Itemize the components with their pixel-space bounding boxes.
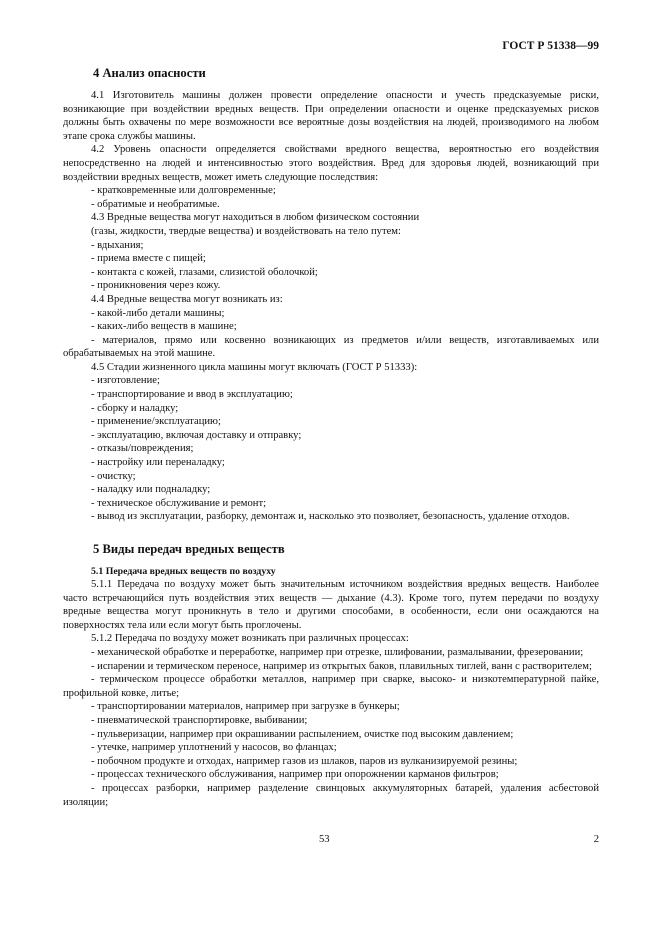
list-item: - отказы/повреждения; [91,443,194,455]
section-4-title: 4 Анализ опасности [93,66,206,80]
list-item: - материалов, прямо или косвенно возникающих из предметов и/или веществ, изготавливаемых или обрабатываемых на этой машине. [63,334,599,360]
list-item: - термическом процессе обработки металлов, например при сварке, высоко- и низкотемпературной пайке, профильной ковке, литье; [63,674,599,699]
list-item: - вывод из эксплуатации, разборку, демонтаж и, насколько это позволяет, безопасность, удаление отходов. [91,511,570,523]
paragraph-4-3: 4.3 Вредные вещества могут находиться в любом физическом состоянии [91,212,420,224]
list-item: - утечке, например уплотнений у насосов, во фланцах; [91,742,337,754]
list-item: - пневматической транспортировке, выбивании; [91,714,308,726]
list-item: - техническое обслуживание и ремонт; [91,497,267,509]
list-item: - пульверизации, например при окрашивании распылением, очистке под высоким давлением; [91,728,514,740]
page-number: 2 [593,834,599,845]
list-item: - сборку и наладку; [91,402,179,414]
paragraph-4-2: 4.2 Уровень опасности определяется свойствами вредного вещества, вероятностью его воздействия непосредственно на людей и интенсивностью этого воздействия. Вред для здоровья людей, возникающий при воздействии вредных веществ, может иметь следующие последствия: [63,144,599,183]
subsection-5-1-title: 5.1 Передача вредных веществ по воздуху [91,566,276,577]
list-item: - кратковременные или долговременные; [91,185,276,197]
section-5-title: 5 Виды передач вредных веществ [93,542,285,556]
list-item: - наладку или подналадку; [91,484,211,496]
standard-header: ГОСТ Р 51338—99 [502,40,599,52]
list-item: - каких-либо веществ в машине; [91,321,237,333]
list-item: - механической обработке и переработке, например при отрезке, шлифовании, размалывании, фрезеровании; [91,646,584,658]
list-item: - транспортировании материалов, например при загрузке в бункеры; [91,701,400,713]
list-item: - процессах разборки, например разделение свинцовых аккумуляторных батарей, удаления асбестовой изоляции; [63,782,599,808]
list-item: - проникновения через кожу. [91,280,221,292]
paragraph-5-1-2: 5.1.2 Передача по воздуху может возникать при различных процессах: [91,633,409,645]
list-item: - контакта с кожей, глазами, слизистой оболочкой; [91,266,318,278]
list-item: - какой-либо детали машины; [91,307,225,319]
list-item: - очистку; [91,470,136,482]
list-item: - вдыхания; [91,239,144,251]
list-item: - применение/эксплуатацию; [91,416,221,428]
paragraph-5-1-1: 5.1.1 Передача по воздуху может быть значительным источником воздействия вредных веществ. Наиболее часто встречающийся путь воздействия этих веществ — дыхание (4.3). Кроме того, путем передачи по воздуху вредные вещества могут проникнуть в тело и другими способами, в особенности, если они осаждаются на поверхностях тела или если могут быть проглочены. [63,579,599,631]
list-item: - обратимые и необратимые. [91,198,220,210]
list-item: - побочном продукте и отходах, например газов из шлаков, паров из вулканизируемой резины; [91,755,518,767]
paragraph-4-1: 4.1 Изготовитель машины должен провести определение опасности и учесть предсказуемые риски, возникающие при воздействии вредных веществ. При определении опасности и оценке предсказуемых рисков должны быть охвачены по мере возможности все вероятные дозы воздействия на людей, производимого на любом этапе срока службы машины. [63,90,599,142]
document-body [63,66,599,809]
paragraph-4-4: 4.4 Вредные вещества могут возникать из: [91,293,283,305]
list-item: - настройку или переналадку; [91,457,225,469]
sheet-number: 53 [319,834,330,845]
paragraph-4-3-cont: (газы, жидкости, твердые вещества) и воздействовать на тело путем: [91,225,401,237]
list-item: - транспортирование и ввод в эксплуатацию; [91,389,293,401]
list-item: - изготовление; [91,375,160,387]
list-item: - приема вместе с пищей; [91,253,206,265]
list-item: - эксплуатацию, включая доставку и отправку; [91,429,302,441]
list-item: - процессах технического обслуживания, например при опорожнении карманов фильтров; [91,769,499,781]
paragraph-4-5: 4.5 Стадии жизненного цикла машины могут включать (ГОСТ Р 51333): [91,361,418,373]
list-item: - испарении и термическом переносе, например из открытых баков, плавильных тиглей, ванн с растворителем; [91,660,592,672]
